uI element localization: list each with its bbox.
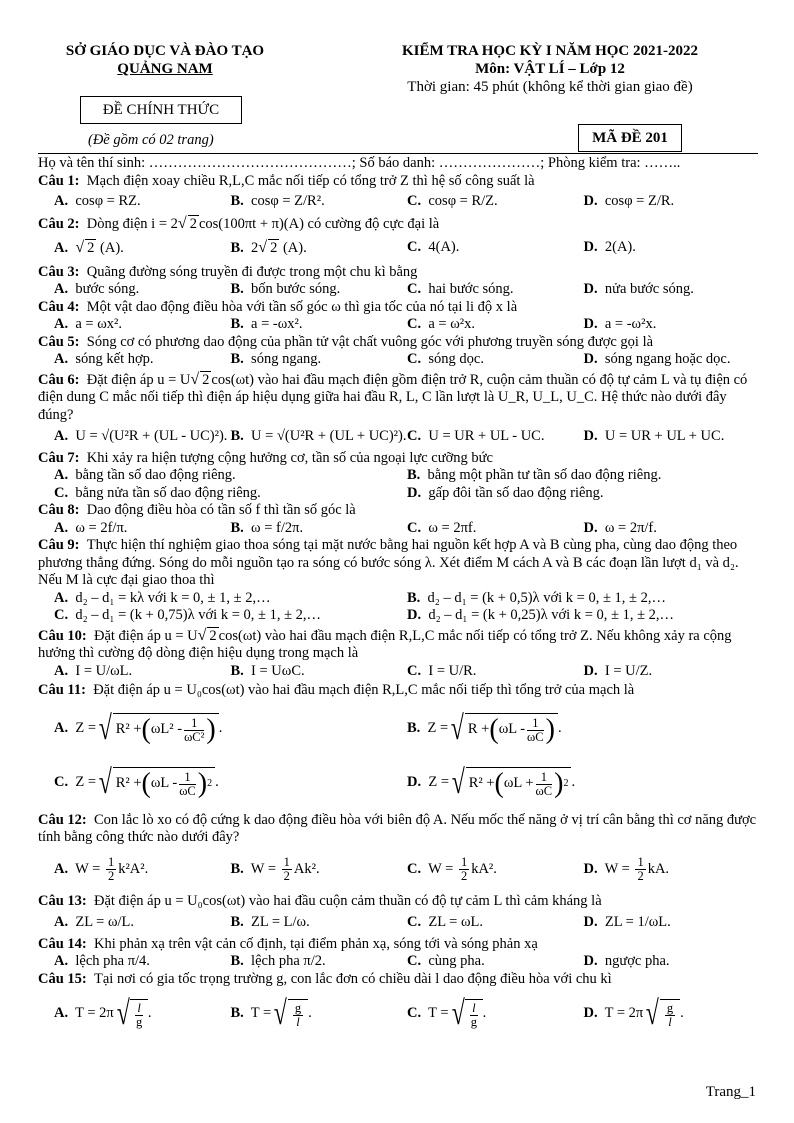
question-label: Câu 9: [38,537,80,553]
question-11-options-row1 [38,706,760,752]
option-c[interactable]: C. W = $\frac{1}{2}$ kA². [407,855,497,883]
option-a[interactable]: A. ω = 2f/π. [54,519,128,536]
question-label: Câu 13: [38,892,87,909]
question-9-options-row1 [38,590,760,608]
question-1 [38,173,760,191]
option-c[interactable]: C. hai bước sóng. [407,281,514,297]
option-b[interactable]: B. W = $\frac{1}{2}$ Ak². [230,855,320,883]
option-c[interactable]: C. d₂ – d₁ = (k + 0,75)λ với k = 0, ± 1, ± 2,… [54,607,322,623]
option-c[interactable]: C. a = ω²x. [407,316,475,332]
department-line-2: QUẢNG NAM [117,61,213,77]
official-box: ĐỀ CHÍNH THỨC [80,96,242,124]
page-number: Trang_1 [705,1084,756,1100]
question-label: Câu 11: [38,682,86,698]
option-d[interactable]: D. I = U/Z. [583,662,653,679]
option-b[interactable]: B. a = -ωx². [230,316,303,332]
option-a[interactable]: A. U = √(U²R + (UL - UC)²). [54,428,228,444]
option-a[interactable]: A. Z = √ R² + ( ωL² - $\frac{1}{\text{ωC²}}$ ) . [54,709,223,747]
option-a[interactable]: A. d₂ – d₁ = kλ với k = 0, ± 1, ± 2,… [54,589,271,606]
question-4-options [38,316,760,334]
option-b[interactable]: B. bằng một phần tư tần số dao động riêng. [407,467,662,483]
option-b[interactable]: B. d₂ – d₁ = (k + 0,5)λ với k = 0, ± 1, ± 2,… [407,589,666,606]
question-2: Câu 2: Dòng điện i = 2√ 2 cos(100πt + π)(A) có cường độ cực đại là [38,214,440,232]
option-b[interactable]: B. T = √ $\frac{g}{l}$ . [230,995,312,1032]
question-label: Câu 4: [38,298,80,315]
question-5-options [38,351,760,369]
option-d[interactable]: D. W = $\frac{1}{2}$ kA. [583,855,670,883]
question-2-options [38,239,760,258]
department-header [45,42,285,78]
question-8: Câu 8: Dao động điều hòa có tần số f thì tần số góc là [38,502,356,518]
question-15: Câu 15: Tại nơi có gia tốc trọng trường g, con lắc đơn có chiều dài l dao động điều hòa với chu kì [38,970,612,987]
option-a[interactable]: A. W = $\frac{1}{2}$ k²A². [54,855,149,883]
option-c[interactable]: C. I = U/R. [407,662,477,679]
option-d[interactable]: D. ZL = 1/ωL. [583,914,671,930]
exam-time: Thời gian: 45 phút (không kể thời gian giao đề) [407,79,693,95]
question-5: Câu 5: Sóng cơ có phương dao động của phần tử vật chất vuông góc với phương truyền sóng được gọi là [38,333,654,350]
option-d[interactable]: D. d₂ – d₁ = (k + 0,25)λ với k = 0, ± 1, ± 2,… [407,607,675,623]
question-label: Câu 10: [38,627,87,644]
question-label: Câu 3: [38,263,80,280]
exam-content [38,155,760,1034]
option-d[interactable]: D. sóng ngang hoặc dọc. [583,351,731,367]
option-b[interactable]: B. Z = √ R + ( ωL - $\frac{1}{\omega C}$ ) . [407,709,562,747]
question-1-options [38,193,760,211]
option-b[interactable]: B. sóng ngang. [230,351,322,367]
option-a[interactable]: A. I = U/ωL. [54,662,133,679]
question-4: Câu 4: Một vật dao động điều hòa với tần số góc ω thì gia tốc của nó tại li độ x là [38,298,518,315]
question-7-options-row1 [38,467,760,485]
student-info-line: Họ và tên thí sinh: ……………………………………; Số báo danh: …………………; Phòng kiểm tra: …….. [38,155,681,171]
question-7: Câu 7: Khi xảy ra hiện tượng cộng hưởng cơ, tần số của ngoại lực cưỡng bức [38,449,493,466]
option-b[interactable]: B. bốn bước sóng. [230,281,341,297]
question-10: Câu 10: Đặt điện áp u = U√ 2 cos(ωt) vào hai đầu mạch điện R,L,C mắc nối tiếp có tổng trở Z. Nếu không xảy ra cộng hưởng thì cường độ dòng điện hiệu dụng trong mạch là [38,626,732,661]
option-c[interactable]: C. sóng dọc. [407,351,484,367]
option-a[interactable]: A. lệch pha π/4. [54,953,150,969]
option-c[interactable]: C. T = √ $\frac{l}{g}$ . [407,995,487,1032]
option-a[interactable]: A. sóng kết hợp. [54,351,154,367]
option-a[interactable]: A. T = 2π √ $\frac{l}{g}$ . [54,995,152,1032]
question-10-options [38,663,760,681]
option-d[interactable]: D. gấp đôi tần số dao động riêng. [407,484,604,501]
option-b[interactable]: B. cosφ = Z/R². [230,193,325,209]
option-a[interactable]: A. ZL = ω/L. [54,914,135,930]
option-c[interactable]: C. cùng pha. [407,953,485,969]
option-b[interactable]: B. ZL = L/ω. [230,914,310,930]
question-14-options [38,953,760,971]
option-a[interactable]: A. bước sóng. [54,281,140,297]
question-label: Câu 2: [38,215,80,232]
question-12: Câu 12: Con lắc lò xo có độ cứng k dao động điều hòa với biên độ A. Nếu mốc thế năng ở vị trí cân bằng thì cơ năng được tính bằng công thức nào dưới đây? [38,811,757,845]
question-label: Câu 1: [38,172,80,189]
option-c[interactable]: C. cosφ = R/Z. [407,193,498,209]
department-line-1: SỞ GIÁO DỤC VÀ ĐÀO TẠO [65,43,265,59]
question-12-options [38,853,760,887]
option-d[interactable]: D. ω = 2π/f. [583,519,657,536]
question-8-options [38,520,760,538]
question-13-options [38,914,760,932]
option-b[interactable]: B. U = √(U²R + (UL + UC)²). [230,428,407,444]
option-d[interactable]: D. T = 2π √ $\frac{g}{l}$ . [583,995,684,1032]
option-d[interactable]: D. cosφ = Z/R. [583,193,675,209]
option-a[interactable]: A. cosφ = RZ. [54,193,141,209]
question-label: Câu 15: [38,970,87,987]
option-a[interactable]: A. √ 2 (A). [54,239,124,256]
question-label: Câu 14: [38,935,87,952]
question-label: Câu 7: [38,449,80,466]
question-13: Câu 13: Đặt điện áp u = U₀cos(ωt) vào hai đầu cuộn cảm thuần có độ tự cảm L thì cảm kháng là [38,892,602,909]
option-c[interactable]: C. ZL = ωL. [407,914,483,930]
question-11: Câu 11: Đặt điện áp u = U₀cos(ωt) vào hai đầu mạch điện R,L,C mắc nối tiếp thì tổng trở của mạch là [38,682,635,698]
question-text: Mạch điện xoay chiều R,L,C mắc nối tiếp có tổng trở Z thì hệ số công suất là [86,172,535,189]
header-divider [38,153,758,154]
question-label: Câu 6: [38,371,80,388]
question-14: Câu 14: Khi phản xạ trên vật cản cố định, tại điểm phản xạ, sóng tới và sóng phản xạ [38,935,538,952]
option-d[interactable]: D. nửa bước sóng. [583,281,694,297]
question-11-options-row2 [38,760,760,806]
option-b[interactable]: B. lệch pha π/2. [230,953,326,969]
question-3: Câu 3: Quãng đường sóng truyền đi được trong một chu kì bằng [38,263,418,280]
exam-subject: Môn: VẬT LÍ – Lớp 12 [475,61,625,77]
question-label: Câu 12: [38,811,87,828]
exam-header [340,42,760,96]
question-3-options [38,281,760,299]
option-c[interactable]: C. U = UR + UL - UC. [407,428,545,444]
option-b[interactable]: B. 2√ 2 (A). [230,239,307,256]
question-6-options [38,428,760,446]
question-7-options-row2 [38,485,760,503]
option-d[interactable]: D. Z = √ R² + ( ωL + $\frac{1}{\omega C}$ ) 2 . [407,763,576,801]
question-label: Câu 8: [38,502,80,518]
exam-title: KIỂM TRA HỌC KỲ I NĂM HỌC 2021-2022 [402,43,698,59]
option-b[interactable]: B. ω = f/2π. [230,519,304,536]
question-15-options [38,994,760,1034]
question-6: Câu 6: Đặt điện áp u = U√ 2 cos(ωt) vào hai đầu mạch điện gồm điện trở R, cuộn cảm thuần có độ tự cảm L và tụ điện có điện dung C mắc nối tiếp thì điện áp hiệu dụng giữa hai đầu R, L, C lần lượt là U_R, U_L, U_C. Hệ thức nào dưới đây đúng? [38,370,748,423]
option-c[interactable]: C. 4(A). [407,239,460,255]
option-a[interactable]: A. bằng tần số dao động riêng. [54,467,236,483]
question-9-options-row2 [38,607,760,625]
option-b[interactable]: B. I = UωC. [230,662,305,679]
option-d[interactable]: D. 2(A). [583,239,636,255]
question-label: Câu 5: [38,333,80,350]
option-d[interactable]: D. ngược pha. [583,953,670,969]
option-d[interactable]: D. a = -ω²x. [583,316,657,332]
option-a[interactable]: A. a = ωx². [54,316,122,332]
exam-code-box: MÃ ĐỀ 201 [578,124,682,152]
page-count-note: (Đề gồm có 02 trang) [88,132,214,148]
option-c[interactable]: C. ω = 2πf. [407,519,477,536]
question-9: Câu 9: Thực hiện thí nghiệm giao thoa sóng tại mặt nước bằng hai nguồn kết hợp A và B cùng pha, cùng dao động theo phương thẳng đứng. Sóng do mỗi nguồn tạo ra sóng có bước sóng λ. Xét điểm M cách A và B các đoạn lần lượt d₁ và d₂. Nếu M là cực đại giao thoa thì [38,537,739,588]
option-c[interactable]: C. bằng nửa tần số dao động riêng. [54,484,261,501]
option-c[interactable]: C. Z = √ R² + ( ωL - $\frac{1}{\omega C}$ ) 2 . [54,763,219,801]
option-d[interactable]: D. U = UR + UL + UC. [583,428,725,444]
